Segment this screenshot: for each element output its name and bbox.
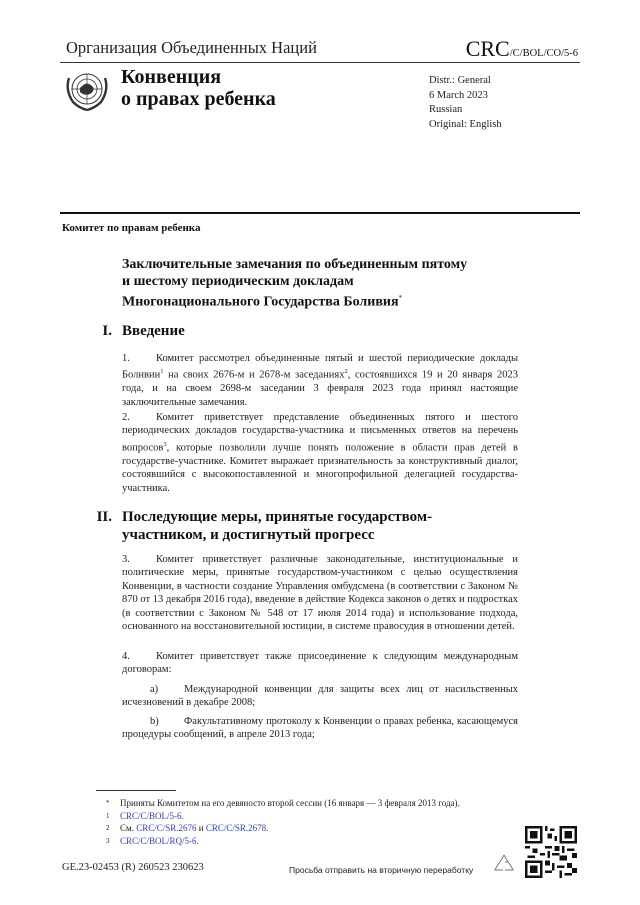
- title-line1: Заключительные замечания по объединенным пятому: [122, 257, 468, 272]
- paragraph-text: Комитет рассмотрел объединенные пятый и шестой периодические доклады Боливии: [122, 353, 518, 381]
- distr-date: 6 March 2023: [429, 89, 488, 101]
- paragraph-text: Комитет приветствует представление объединенных пятого и шестого периодических докладов государства-участника и письменных ответов на перечень вопросов: [122, 412, 518, 454]
- footnote-text: См.: [120, 823, 137, 834]
- section-title-line1: Последующие меры, принятые государством-: [122, 509, 433, 525]
- section-heading-2: [82, 508, 502, 548]
- footnote-link[interactable]: CRC/C/SR.2678.: [205, 823, 269, 834]
- recycle-text: Просьба отправить на вторичную переработку: [289, 865, 474, 875]
- paragraph-text: Комитет приветствует также присоединение к следующим международным договорам:: [122, 651, 518, 676]
- footnote-2: [106, 822, 460, 835]
- document-title: [122, 256, 467, 311]
- distr-language: Russian: [429, 104, 463, 115]
- paragraph-number: 3.: [122, 554, 130, 565]
- subparagraph-text: Международной конвенции для защиты всех лиц от насильственных исчезновений в декабре 2008;: [122, 684, 518, 709]
- subparagraph-letter: b): [150, 716, 159, 727]
- footnote-separator: [96, 790, 176, 791]
- footnote-mark: 1: [106, 811, 110, 820]
- section-number: II.: [96, 509, 112, 525]
- section-title-line2: участником, и достигнутый прогресс: [122, 527, 375, 543]
- footnote-text: и: [196, 823, 206, 834]
- paragraph-4: [122, 650, 518, 677]
- footnote-1: [106, 810, 460, 823]
- paragraph-text: Комитет приветствует различные законодательные, институциональные и политические меры, принятые государством-участником с целью осуществления Конвенции, в частности создание Управления омбудсмена (в соответствии с Законом № 870 от 13 декабря 2016 года), введение в действие Кодекса законов о детях и подростках (в соответствии с Законом № 548 от 17 июля 2014 года) и использование подхода, основанного на восстановительной юстиции, в системе правосудия в отношении детей.: [122, 554, 518, 633]
- footnote-ref[interactable]: 3: [163, 440, 167, 448]
- distribution-block: [429, 74, 502, 132]
- distr-general: Distr.: General: [429, 75, 491, 86]
- distr-original: Original: English: [429, 118, 502, 130]
- title-line2: и шестому периодическим докладам: [122, 274, 354, 289]
- header-rule: [60, 62, 580, 63]
- organization-name: Организация Объединенных Наций: [66, 38, 317, 57]
- title-line3: Многонационального Государства Боливия: [122, 294, 399, 310]
- symbol-suffix: /C/BOL/CO/5-6: [509, 48, 578, 59]
- footnote-link[interactable]: CRC/C/BOL/RQ/5-6.: [120, 835, 199, 846]
- convention-title: [121, 66, 276, 110]
- footnote-text: Приняты Комитетом на его девяносто второй сессии (16 января — 3 февраля 2013 года).: [120, 798, 460, 808]
- paragraph-text: на своих 2676-м и 2678-м заседаниях: [163, 369, 345, 381]
- paragraph-number: 4.: [122, 651, 130, 662]
- paragraph-number: 1.: [122, 353, 130, 364]
- recycle-icon: [492, 852, 516, 876]
- paragraph-text: , состоявшихся 19 и 20 января 2023 года, и на своем 2698-м заседании 3 февраля 2023 года принял настоящие заключительные замечания.: [122, 369, 518, 408]
- paragraph-1: [122, 352, 518, 409]
- document-symbol: [466, 36, 578, 62]
- subparagraph-letter: a): [150, 684, 159, 695]
- footnote-ref[interactable]: 1: [160, 368, 164, 376]
- footnote-star: [106, 797, 460, 810]
- footnote-link[interactable]: CRC/C/BOL/5-6.: [120, 810, 184, 821]
- convention-title-line1: Конвенция: [121, 66, 222, 88]
- convention-title-line2: о правах ребенка: [121, 88, 276, 110]
- footnote-mark: 2: [106, 824, 110, 833]
- footnotes: [106, 797, 460, 847]
- footnote-ref[interactable]: 2: [344, 368, 348, 376]
- footnote-mark: *: [106, 799, 110, 807]
- footnote-mark: 3: [106, 836, 110, 845]
- subparagraph-b: [122, 715, 518, 742]
- footnote-3: [106, 835, 460, 848]
- un-emblem-icon: [60, 66, 114, 116]
- symbol-main: CRC: [465, 36, 510, 61]
- paragraph-2: [122, 411, 518, 495]
- paragraph-3: [122, 553, 518, 633]
- section-number: I.: [102, 323, 112, 339]
- committee-name: Комитет по правам ребенка: [62, 222, 201, 234]
- job-number: GE.23-02453 (R) 260523 230623: [62, 862, 204, 873]
- section-title: [122, 508, 462, 544]
- footnote-link[interactable]: CRC/C/SR.2676: [136, 823, 197, 834]
- committee-rule: [60, 212, 580, 214]
- paragraph-text: , которые позволили лучше понять положение в области прав детей в государстве-участнике. Комитет выражает признательность за конструктивный диалог, состоявшийся с высокопоставленной и многопрофильной делегацией государства-участника.: [122, 442, 518, 494]
- title-footnote-marker[interactable]: *: [398, 294, 403, 302]
- subparagraph-a: [122, 683, 518, 710]
- qr-code-icon[interactable]: [525, 826, 577, 878]
- subparagraph-text: Факультативному протоколу к Конвенции о правах ребенка, касающемуся процедуры сообщений, в апреле 2013 года;: [122, 716, 518, 741]
- paragraph-number: 2.: [122, 412, 130, 423]
- section-title: Введение: [122, 323, 185, 339]
